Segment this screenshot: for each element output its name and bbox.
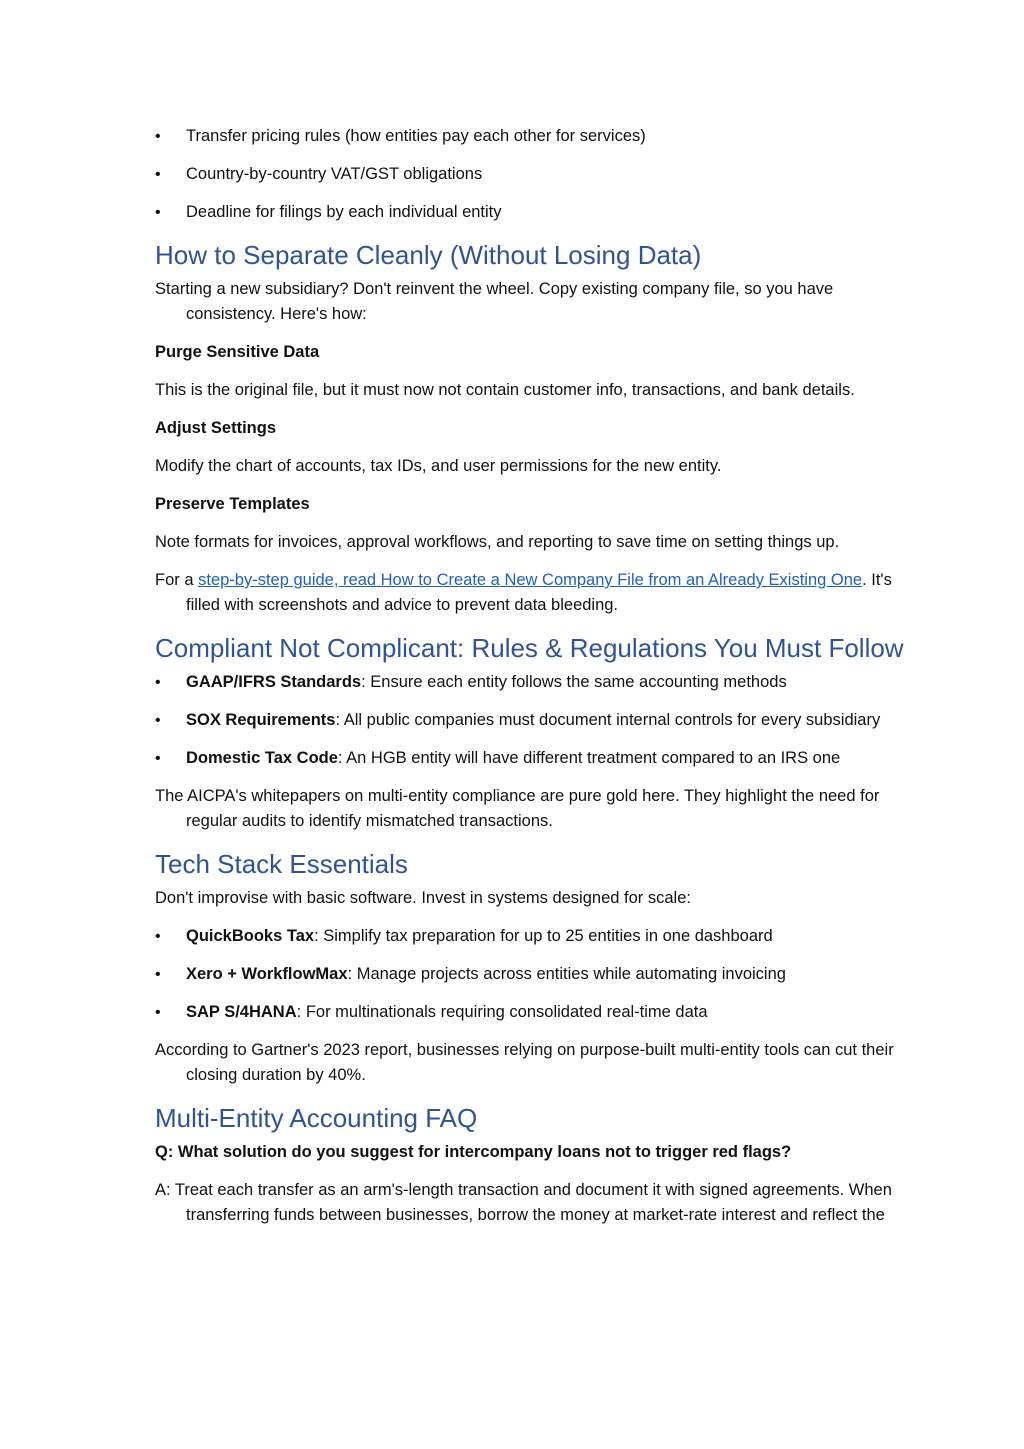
guide-paragraph <box>155 568 905 618</box>
list-item: • Transfer pricing rules (how entities pay each other for services) <box>155 124 905 149</box>
section-intro: Starting a new subsidiary? Don't reinvent the wheel. Copy existing company file, so you have consistency. Here's how: <box>155 280 834 323</box>
list-item <box>155 1000 905 1025</box>
step-title: Preserve Templates <box>155 495 310 513</box>
list-item <box>155 962 905 987</box>
guide-suffix: . It's filled with screenshots and advice to prevent data bleeding. <box>186 571 892 614</box>
tech-bullet-list <box>155 924 905 1025</box>
guide-link[interactable]: step-by-step guide, read How to Create a New Company File from an Already Existing One <box>198 571 863 589</box>
step-text: Note formats for invoices, approval workflows, and reporting to save time on setting things up. <box>155 533 840 551</box>
section-heading-compliance: Compliant Not Complicant: Rules & Regulations You Must Follow <box>155 633 904 663</box>
list-item <box>155 746 905 771</box>
section-heading-faq: Multi-Entity Accounting FAQ <box>155 1103 478 1133</box>
bullet-text: : Simplify tax preparation for up to 25 entities in one dashboard <box>314 927 773 945</box>
top-bullet-list <box>155 124 905 225</box>
guide-prefix: For a <box>155 571 199 589</box>
list-item <box>155 924 905 949</box>
bullet-term: Xero + WorkflowMax <box>186 965 348 983</box>
step-text: Modify the chart of accounts, tax IDs, and user permissions for the new entity. <box>155 457 722 475</box>
step-title: Purge Sensitive Data <box>155 343 320 361</box>
compliance-bullet-list <box>155 670 905 771</box>
step-text: This is the original file, but it must now not contain customer info, transactions, and bank details. <box>155 381 855 399</box>
section-intro: Don't improvise with basic software. Invest in systems designed for scale: <box>155 889 691 907</box>
document-page <box>155 124 905 1241</box>
section-heading-separate: How to Separate Cleanly (Without Losing Data) <box>155 240 702 270</box>
bullet-text: : For multinationals requiring consolidated real-time data <box>296 1003 708 1021</box>
bullet-term: GAAP/IFRS Standards <box>186 673 362 691</box>
section-closing: The AICPA's whitepapers on multi-entity compliance are pure gold here. They highlight the need for regular audits to identify mismatched transactions. <box>155 787 880 830</box>
list-item <box>155 708 905 733</box>
list-item: • Country-by-country VAT/GST obligations <box>155 162 905 187</box>
bullet-text: : All public companies must document internal controls for every subsidiary <box>335 711 881 729</box>
step-title: Adjust Settings <box>155 419 277 437</box>
list-item <box>155 670 905 695</box>
section-heading-tech-stack: Tech Stack Essentials <box>155 849 408 879</box>
section-closing: According to Gartner's 2023 report, businesses relying on purpose-built multi-entity tools can cut their closing duration by 40%. <box>155 1041 894 1084</box>
bullet-text: : An HGB entity will have different treatment compared to an IRS one <box>337 749 841 767</box>
bullet-text: : Manage projects across entities while automating invoicing <box>347 965 786 983</box>
list-item: • Deadline for filings by each individual entity <box>155 200 905 225</box>
faq-answer: A: Treat each transfer as an arm's-length transaction and document it with signed agreements. When transferring funds between businesses, borrow the money at market-rate interest and reflect the <box>155 1181 892 1224</box>
bullet-text: : Ensure each entity follows the same accounting methods <box>361 673 787 691</box>
faq-question: Q: What solution do you suggest for intercompany loans not to trigger red flags? <box>155 1143 792 1161</box>
bullet-term: Domestic Tax Code <box>186 749 338 767</box>
bullet-term: SOX Requirements <box>186 711 336 729</box>
bullet-term: SAP S/4HANA <box>186 1003 297 1021</box>
bullet-term: QuickBooks Tax <box>186 927 315 945</box>
